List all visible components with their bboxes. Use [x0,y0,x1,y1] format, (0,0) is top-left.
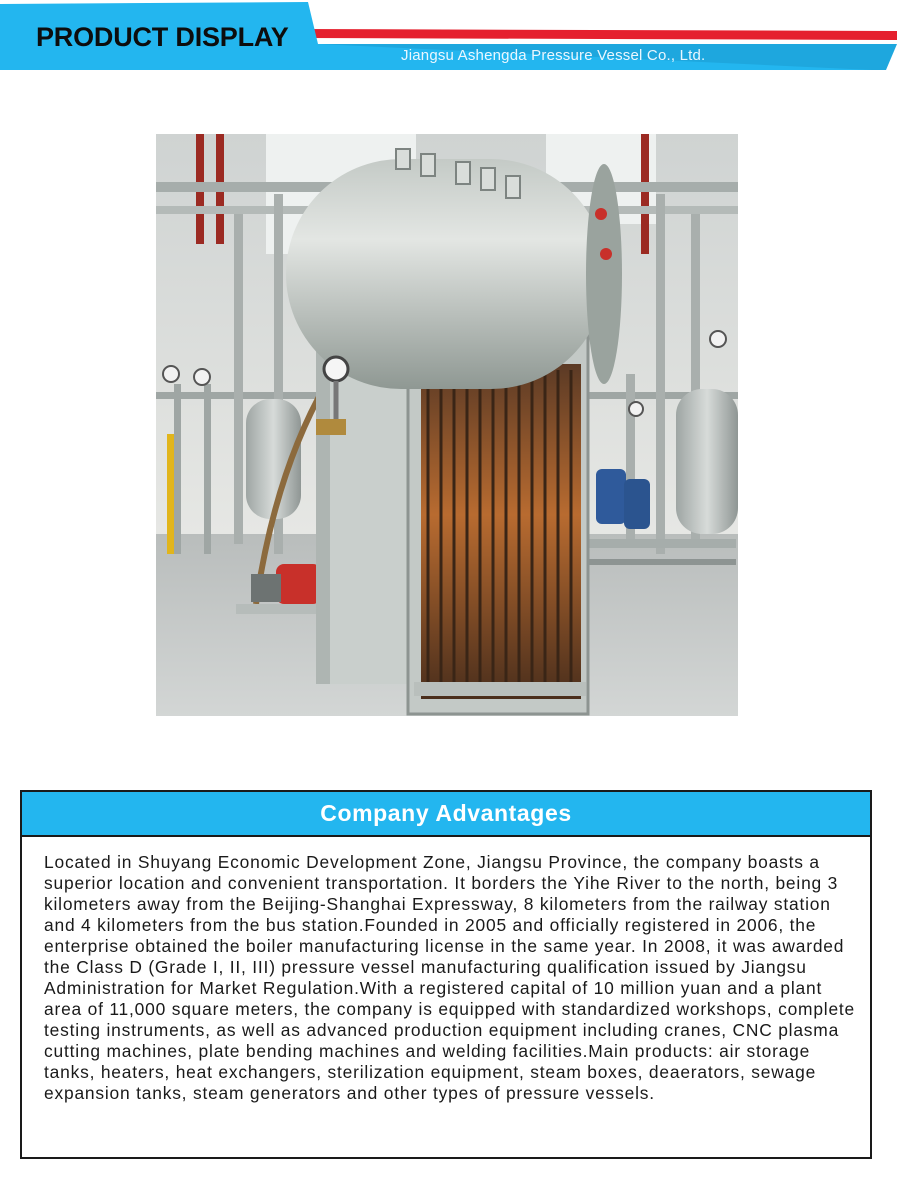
company-name: Jiangsu Ashengda Pressure Vessel Co., Ltd. [401,47,706,64]
product-photo [156,134,738,716]
header-banner [0,0,897,80]
advantages-heading: Company Advantages [22,792,870,837]
page-title: PRODUCT DISPLAY [36,22,289,52]
advantages-text: Located in Shuyang Economic Development Zone, Jiangsu Province, the company boasts a superior location and convenient transportation. It borders the Yihe River to the north, being 3 kilometers away from the Beijing-Shanghai Expressway, 8 kilometers from the railway station and 4 kilometers from the bus station.Founded in 2005 and officially registered in 2006, the enterprise obtained the boiler manufacturing license in the same year. In 2008, it was awarded the Class D (Grade I, II, III) pressure vessel manufacturing qualification issued by Jiangsu Administration for Market Regulation.With a registered capital of 10 million yuan and a plant area of 11,000 square meters, the company is equipped with standardized workshops, complete testing instruments, as well as advanced production equipment including cranes, CNC plasma cutting machines, plate bending machines and welding facilities.Main products: air storage tanks, heaters, heat exchangers, sterilization equipment, steam boxes, deaerators, sewage expansion tanks, steam generators and other types of pressure vessels. [44,852,856,1103]
company-advantages-panel [20,790,872,1159]
pressure-vessel-illustration [156,134,738,716]
